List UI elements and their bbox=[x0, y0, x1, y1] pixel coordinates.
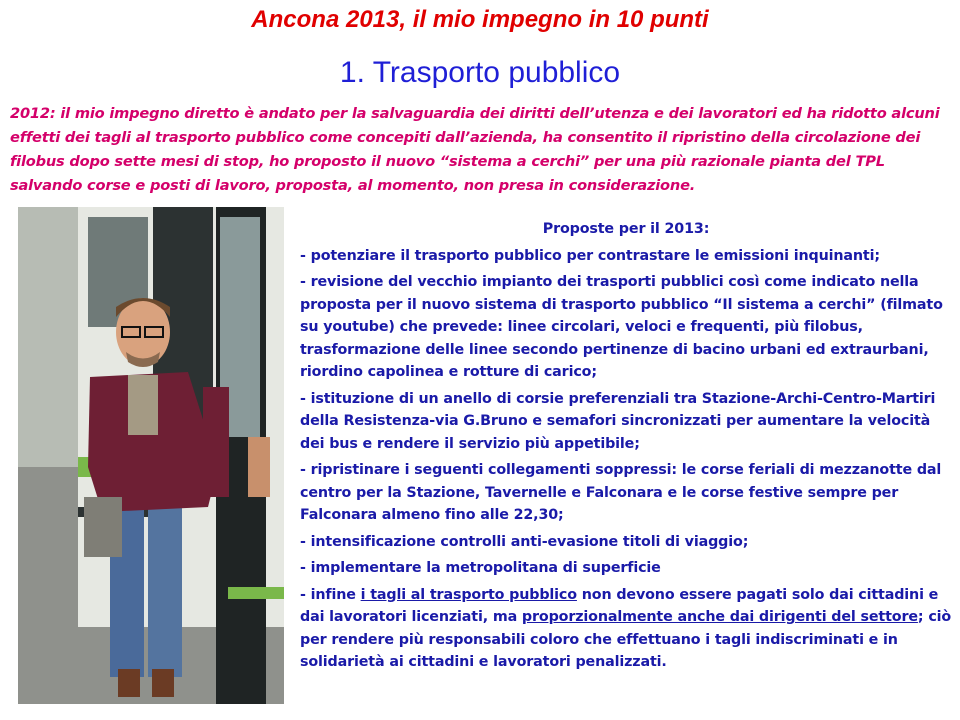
proposal-item: - revisione del vecchio impianto dei trasporti pubblici così come indicato nella proposta per il nuovo sistema di trasporto pubblico “Il sistema a cerchi” (filmato su youtube) che prevede: linee circolari, veloci e frequenti, più filobus, trasformazione delle linee secondo pertinenze di bacino urbani ed extraurbani, riordino capolinea e rotture di carico; bbox=[300, 274, 943, 380]
proposal-item: - istituzione di un anello di corsie preferenziali tra Stazione-Archi-Centro-Martiri della Resistenza-via G.Bruno e semafori sincronizzati per aumentare la velocità dei bus e rendere il servizio più appetibile; bbox=[300, 390, 936, 452]
intro-paragraph: 2012: il mio impegno diretto è andato per la salvaguardia dei diritti dell’utenza e dei lavoratori ed ha ridotto alcuni effetti dei tagli al trasporto pubblico come concepiti dall’azienda, ha consentito il ripristino della circolazione dei filobus dopo sette mesi di stop, ho proposto il nuovo “sistema a cerchi” per una più razionale pianta del TPL salvando corse e posti di lavoro, proposta, al momento, non presa in considerazione. bbox=[10, 105, 940, 194]
text-run: ; ciò per rendere più responsabili coloro che effettuano i tagli indiscriminati e in solidarietà ai cittadini e lavoratori penalizzati. bbox=[300, 609, 952, 670]
underlined-phrase: i tagli al trasporto pubblico bbox=[360, 586, 577, 603]
section-title: 1. Trasporto pubblico bbox=[339, 56, 621, 89]
proposal-item: - implementare la metropolitana di superficie bbox=[300, 560, 661, 576]
proposal-item: - potenziare il trasporto pubblico per contrastare le emissioni inquinanti; bbox=[300, 247, 880, 264]
bus-photo bbox=[18, 207, 284, 704]
underlined-phrase: proporzionalmente anche dai dirigenti del settore bbox=[521, 609, 918, 625]
text-run: - infine bbox=[300, 586, 361, 603]
proposal-item: - ripristinare i seguenti collegamenti soppressi: le corse feriali di mezzanotte dal centro per la Stazione, Tavernelle e Falconara e le corse festive sempre per Falconara almeno fino alle 22,30; bbox=[300, 462, 942, 523]
photo-illustration bbox=[18, 207, 284, 704]
page-title: Ancona 2013, il mio impegno in 10 punti bbox=[251, 6, 709, 33]
proposal-item-last bbox=[300, 584, 952, 674]
proposals-heading: Proposte per il 2013: bbox=[542, 221, 710, 237]
proposal-item: - intensificazione controlli anti-evasione titoli di viaggio; bbox=[300, 533, 749, 550]
text-run: non devono essere pagati solo dai cittadini e dai lavoratori licenziati, ma bbox=[300, 586, 939, 625]
proposals-list bbox=[300, 218, 952, 674]
